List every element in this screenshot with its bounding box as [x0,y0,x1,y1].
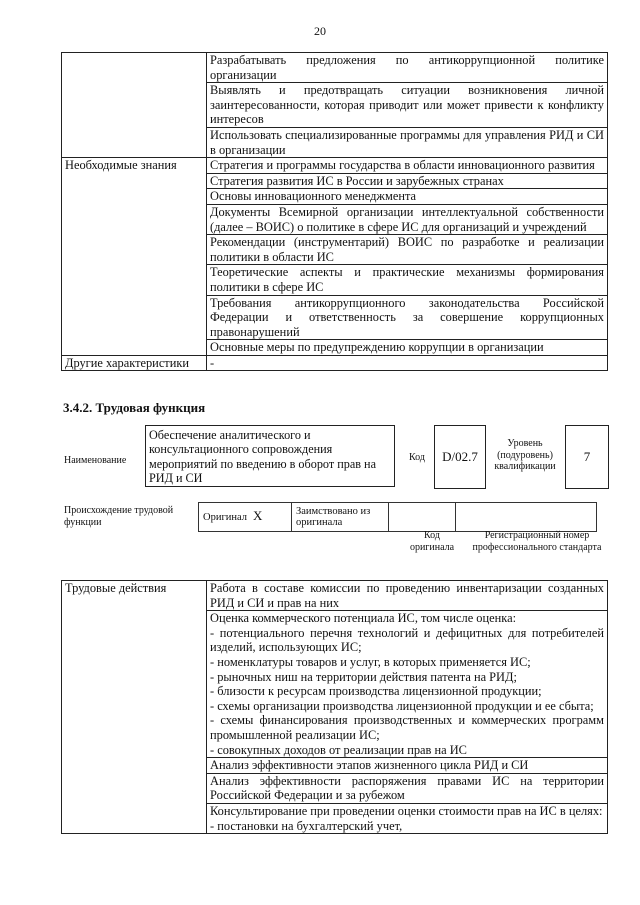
table-row [62,581,608,611]
original-label: Оригинал [203,512,247,524]
table-cell: Анализ эффективности распоряжения правами ИС на территории Российской Федерации и за рубежом [207,773,608,803]
list-item: - совокупных доходов от реализации прав на ИС [210,742,467,757]
table-cell: Разрабатывать предложения по антикоррупционной политике организации [207,53,608,83]
list-item: Оценка коммерческого потенциала ИС, том числе оценка: [210,611,517,626]
list-item: - потенциального перечня технологий и дефицитных для потребителей изделий, использующих ИС; [210,625,604,655]
reg-number-cell [456,503,597,532]
row-label: Необходимые знания [62,158,207,356]
list-item: - номенклатуры товаров и услуг, в которых применяется ИС; [210,654,531,669]
table-cell: Использовать специализированные программы для управления РИД и СИ в организации [207,127,608,157]
list-item: - схемы организации производства лицензионной продукции и ее сбыта; [210,698,594,713]
list-item: - схемы финансирования производственных и коммерческих программ промышленной реализации ИС; [210,713,604,742]
table-cell: Основы инновационного менеджмента [207,189,608,205]
table-cell: Анализ эффективности этапов жизненного цикла РИД и СИ [207,758,608,774]
table-cell: Выявлять и предотвращать ситуации возникновения личной заинтересованности, которая приводит или может привести к конфликту интересов [207,83,608,128]
table-row [62,53,608,83]
table-cell [207,803,608,833]
code-label: Код [409,452,425,463]
function-name-box: Обеспечение аналитического и консультационного сопровождения мероприятий по введению в оборот прав на РИД и СИ [145,425,395,487]
table-cell: Основные меры по предупреждению коррупции в организации [207,340,608,356]
table-cell: Требования антикоррупционного законодательства Российской Федерации и ответственность за совершение коррупционных правонарушений [207,295,608,340]
table-cell: Документы Всемирной организации интеллектуальной собственности (далее – ВОИС) о политике в сфере ИС для организаций и учреждений [207,204,608,234]
section-title: 3.4.2. Трудовая функция [63,400,206,415]
table-cell: Работа в составе комиссии по проведению инвентаризации созданных РИД и СИ и прав на них [207,581,608,611]
list-item: Консультирование при проведении оценки стоимости прав на ИС в целях: [210,803,603,818]
borrowed-cell: Заимствовано из оригинала [292,503,389,532]
level-value-box: 7 [565,425,609,489]
row-label: Другие характеристики [62,355,207,371]
list-item: - постановки на бухгалтерский учет, [210,818,403,833]
table-cell: Рекомендации (инструментарий) ВОИС по разработке и реализации политики в области ИС [207,235,608,265]
reg-number-caption: Регистрационный номер профессионального стандарта [472,530,602,553]
level-label: Уровень (подуровень) квалификации [494,438,556,472]
row-label [62,53,207,158]
table-cell [207,611,608,758]
list-item: - близости к ресурсам производства лицензионной продукции; [210,684,542,699]
origin-label: Происхождение трудовой функции [64,505,174,528]
table-row [62,355,608,371]
skills-knowledge-table [61,52,608,371]
table-row [62,158,608,174]
original-mark: X [253,508,263,524]
original-cell [199,503,292,532]
origin-table [198,502,597,532]
table-cell: Теоретические аспекты и практические механизмы формирования политики в сфере ИС [207,265,608,295]
labor-actions-table [61,580,608,834]
table-cell: Стратегия развития ИС в России и зарубежных странах [207,173,608,189]
code-value-box: D/02.7 [434,425,486,489]
list-item: - рыночных ниш на территории действия патента на РИД; [210,669,517,684]
table-row [199,503,597,532]
row-label: Трудовые действия [62,581,207,834]
table-cell: - [207,355,608,371]
name-label: Наименование [64,455,127,466]
table-cell: Стратегия и программы государства в области инновационного развития [207,158,608,174]
page-number: 20 [314,24,326,38]
code-original-cell [389,503,456,532]
code-original-caption: Код оригинала [409,530,455,553]
